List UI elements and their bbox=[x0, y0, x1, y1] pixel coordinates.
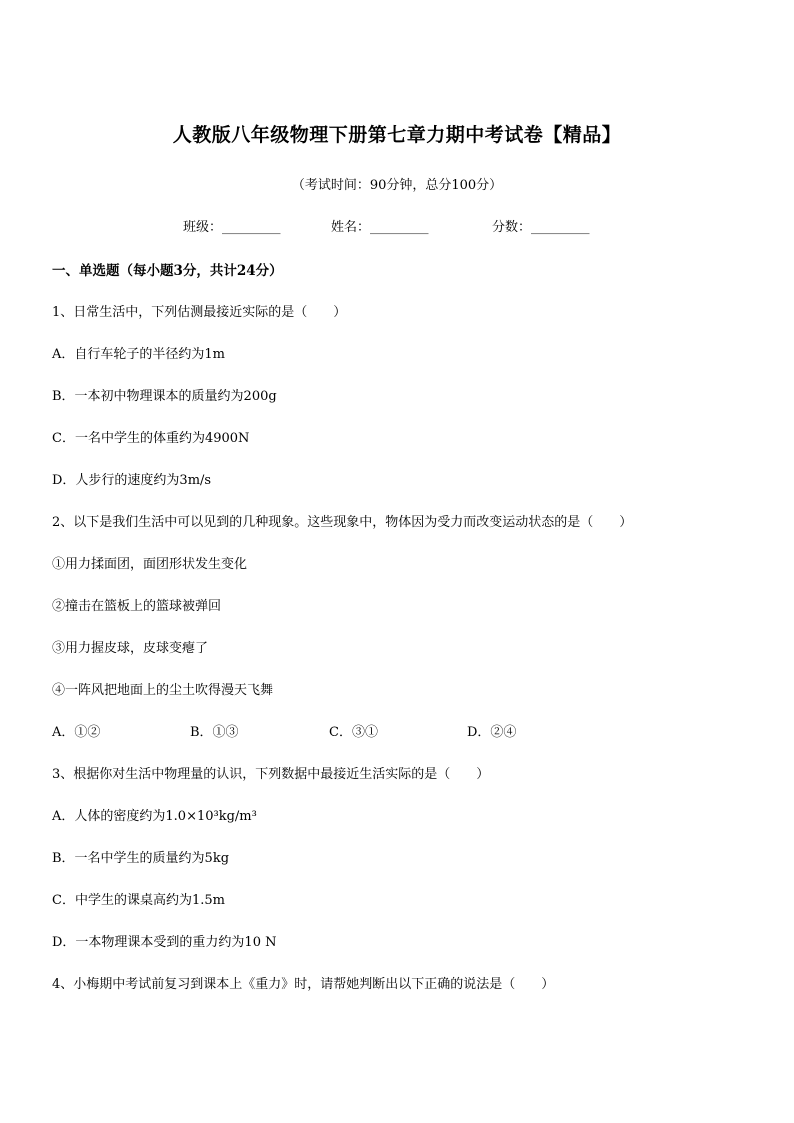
question-3-option-a: A．人体的密度约为1.0×10³kg/m³ bbox=[52, 809, 257, 824]
question-3-stem: 3、根据你对生活中物理量的认识，下列数据中最接近生活实际的是（ ） bbox=[52, 767, 490, 782]
exam-subtitle: （考试时间：90分钟，总分100分） bbox=[291, 178, 503, 193]
question-3-option-b: B．一名中学生的质量约为5kg bbox=[52, 851, 230, 866]
question-1-option-d: D．人步行的速度约为3m/s bbox=[52, 473, 212, 488]
question-1-option-a: A．自行车轮子的半径约为1m bbox=[52, 347, 225, 362]
question-3-option-c: C．中学生的课桌高约为1.5m bbox=[52, 893, 225, 908]
question-2-statement-4: ④一阵风把地面上的尘土吹得漫天飞舞 bbox=[52, 683, 274, 698]
question-2-option-d: D．②④ bbox=[467, 725, 517, 740]
name-field: 姓名：_________ bbox=[331, 220, 429, 235]
score-field: 分数：_________ bbox=[492, 220, 590, 235]
question-1-option-c: C．一名中学生的体重约为4900N bbox=[52, 431, 250, 446]
question-2-stem: 2、以下是我们生活中可以见到的几种现象。这些现象中，物体因为受力而改变运动状态的是（ ） bbox=[52, 515, 633, 530]
question-2-statement-3: ③用力握皮球，皮球变瘪了 bbox=[52, 641, 209, 656]
question-1-stem: 1、日常生活中，下列估测最接近实际的是（ ） bbox=[52, 305, 347, 320]
section-heading: 一、单选题（每小题3分，共计24分） bbox=[52, 263, 283, 279]
class-field: 班级：_________ bbox=[183, 220, 281, 235]
exam-title: 人教版八年级物理下册第七章力期中考试卷【精品】 bbox=[172, 124, 622, 146]
question-2-option-b: B．①③ bbox=[190, 725, 239, 740]
question-2-statement-2: ②撞击在篮板上的篮球被弹回 bbox=[52, 599, 222, 614]
question-1-option-b: B．一本初中物理课本的质量约为200g bbox=[52, 389, 277, 404]
question-3-option-d: D．一本物理课本受到的重力约为10 N bbox=[52, 935, 277, 950]
question-4-stem: 4、小梅期中考试前复习到课本上《重力》时，请帮她判断出以下正确的说法是（ ） bbox=[52, 977, 555, 992]
question-2-statement-1: ①用力揉面团，面团形状发生变化 bbox=[52, 557, 248, 572]
question-2-option-c: C．③① bbox=[329, 725, 378, 740]
question-2-option-a: A．①② bbox=[52, 725, 101, 740]
